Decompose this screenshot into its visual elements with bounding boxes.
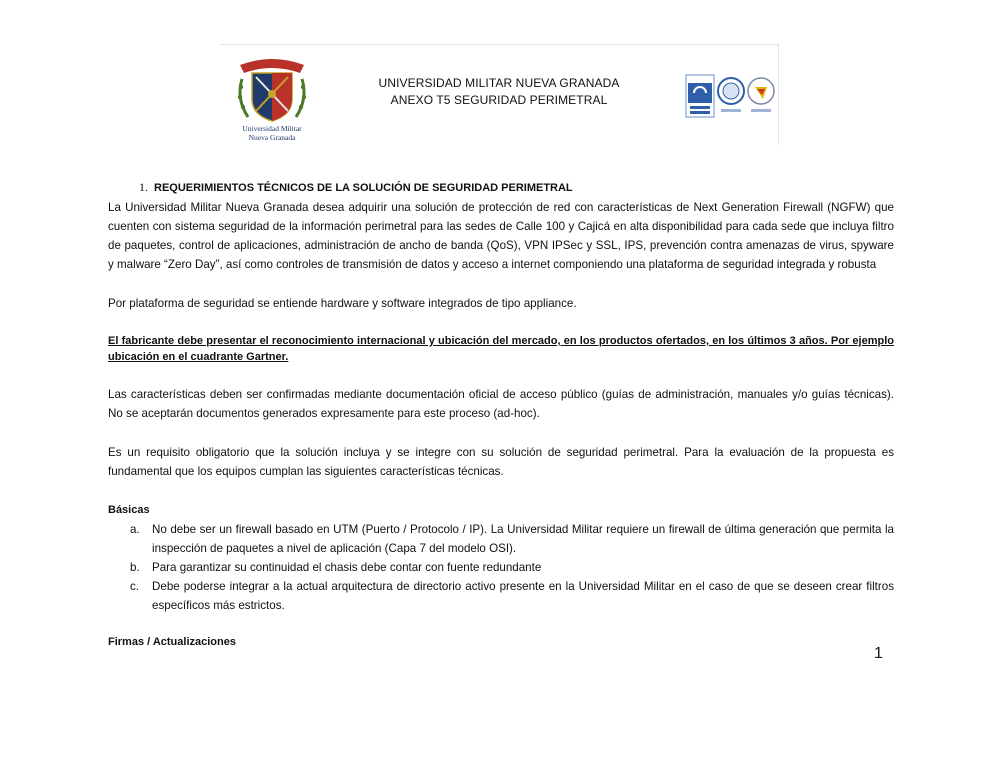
certification-seals bbox=[685, 73, 777, 119]
header-title-line1: UNIVERSIDAD MILITAR NUEVA GRANADA bbox=[378, 76, 620, 90]
header-title-line2: ANEXO T5 SEGURIDAD PERIMETRAL bbox=[390, 93, 608, 107]
firmas-heading: Firmas / Actualizaciones bbox=[108, 636, 236, 648]
list-item-text: Para garantizar su continuidad el chasis debe contar con fuente redundante bbox=[152, 561, 542, 574]
manufacturer-paragraph: El fabricante debe presentar el reconocimiento internacional y ubicación del mercado, en los productos ofertados, en los últimos 3 años. Por ejemplo ubicación en el cuadrante Gartner. bbox=[108, 335, 894, 363]
list-item-text: Debe poderse integrar a la actual arquitectura de directorio activo presente en la Universidad Militar en el caso de que se deseen crear filtros específicos más estrictos. bbox=[152, 580, 894, 612]
basicas-list bbox=[108, 520, 894, 615]
page-number: 1 bbox=[874, 645, 883, 662]
list-item-marker: a. bbox=[130, 523, 140, 536]
section-title: REQUERIMIENTOS TÉCNICOS DE LA SOLUCIÓN DE SEGURIDAD PERIMETRAL bbox=[154, 182, 573, 194]
document-body bbox=[108, 178, 894, 652]
document-header bbox=[220, 44, 779, 145]
list-item bbox=[108, 558, 894, 577]
intro-paragraph: La Universidad Militar Nueva Granada desea adquirir una solución de protección de red con características de Next Generation Firewall (NGFW) que cuenten con sistema seguridad de la información perimetral para las sedes de Calle 100 y Cajicá en alta disponibilidad para cada sede que incluya filtro de paquetes, control de aplicaciones, administración de ancho de banda (QoS), VPN IPSec y SSL, IPS, prevención contra amenazas de virus, spyware y malware “Zero Day”, así como controles de transmisión de datos y acceso a internet componiendo una plataforma de seguridad integrada y robusta bbox=[108, 201, 894, 271]
logo-text-line2: Nueva Granada bbox=[248, 133, 296, 142]
list-item-marker: b. bbox=[130, 561, 140, 574]
basicas-heading: Básicas bbox=[108, 504, 150, 516]
section-number: 1. bbox=[139, 180, 148, 194]
section-heading bbox=[108, 178, 894, 198]
list-item-marker: c. bbox=[130, 580, 140, 593]
docs-paragraph: Las características deben ser confirmadas mediante documentación oficial de acceso público (guías de administración, manuales y/o guías técnicas). No se aceptarán documentos generados expresamente para este proceso (ad-hoc). bbox=[108, 388, 894, 420]
logo-text-line1: Universidad Militar bbox=[242, 124, 302, 133]
platform-paragraph: Por plataforma de seguridad se entiende hardware y software integrados de tipo appliance. bbox=[108, 297, 577, 310]
requirement-paragraph: Es un requisito obligatorio que la solución incluya y se integre con su solución de seguridad perimetral. Para la evaluación de la propuesta es fundamental que los equipos cumplan las siguientes características técnicas. bbox=[108, 446, 894, 478]
list-item bbox=[108, 577, 894, 615]
list-item-text: No debe ser un firewall basado en UTM (Puerto / Protocolo / IP). La Universidad Militar requiere un firewall de última generación que permita la inspección de paquetes a nivel de aplicación (Capa 7 del modelo OSI). bbox=[152, 523, 894, 555]
list-item bbox=[108, 520, 894, 558]
